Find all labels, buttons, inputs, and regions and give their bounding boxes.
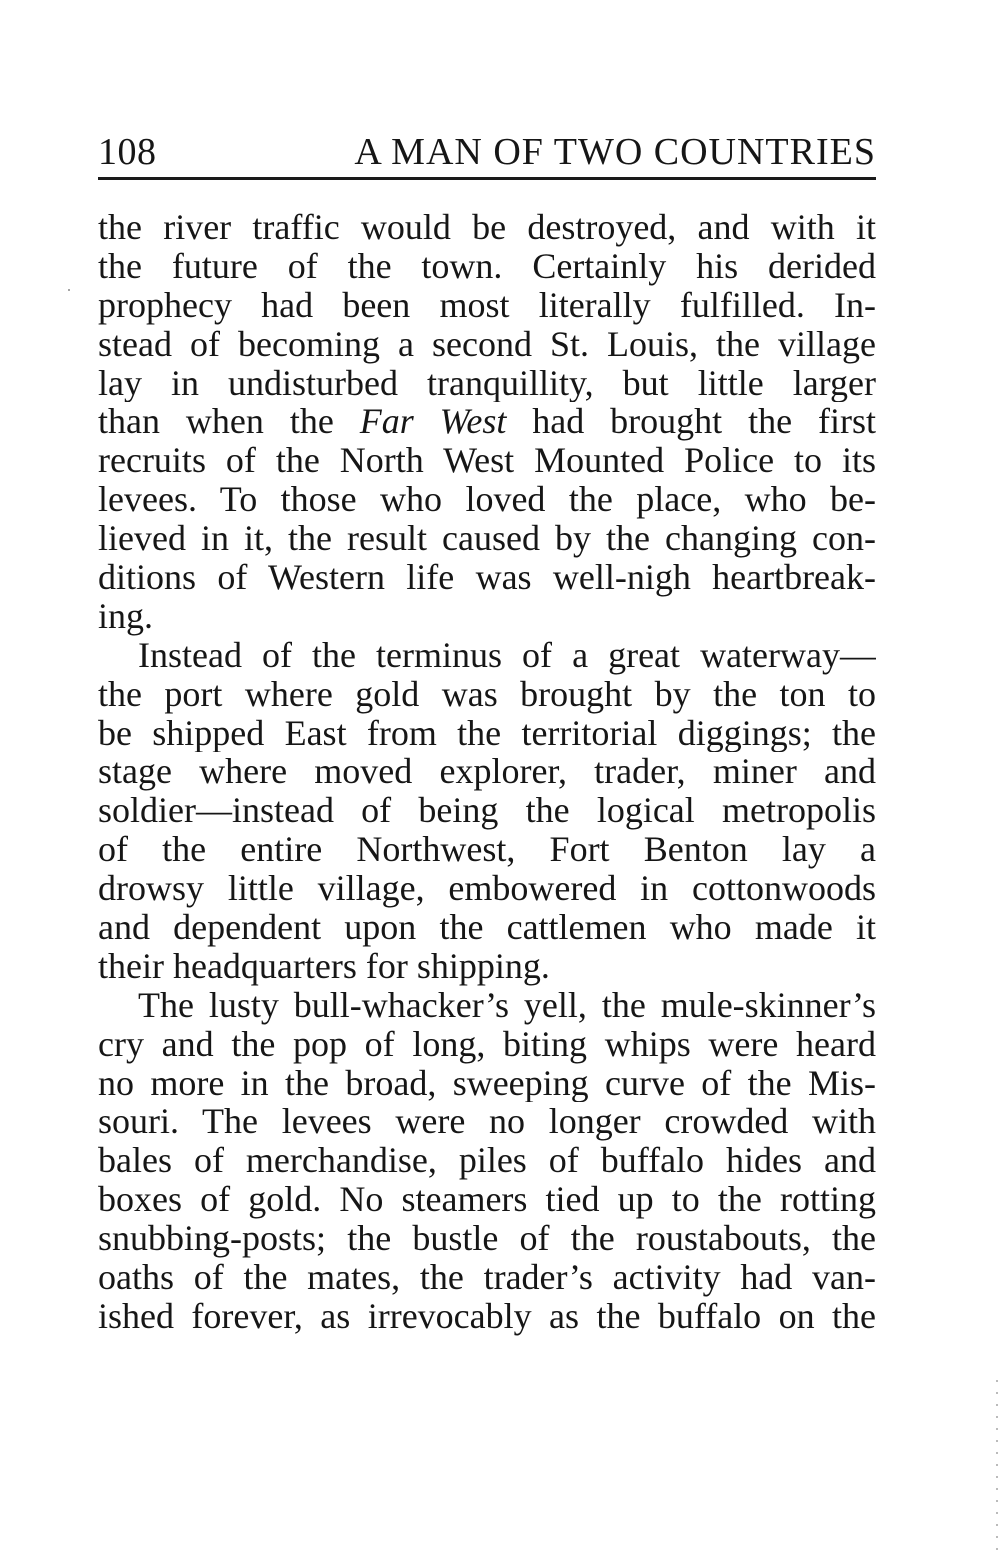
- text-line: lay in undisturbed tranquillity, but little larger: [98, 363, 876, 403]
- scan-speck: [68, 289, 70, 291]
- text-run: than when the: [98, 402, 360, 442]
- text-line: soldier—instead of being the logical metropolis: [98, 791, 876, 831]
- text-line: no more in the broad, sweeping curve of the Mis-: [98, 1063, 876, 1103]
- text-line: and dependent upon the cattlemen who made it: [98, 908, 876, 947]
- body-text: [98, 208, 876, 1336]
- running-head: [98, 128, 876, 176]
- paragraph: [98, 208, 876, 636]
- text-line: Instead of the terminus of a great waterway—: [138, 635, 876, 675]
- ship-name-italic: Far West: [359, 402, 507, 442]
- header-rule: [98, 177, 876, 180]
- text-line: recruits of the North West Mounted Police to its: [98, 441, 876, 481]
- text-line: cry and the pop of long, biting whips were heard: [98, 1024, 876, 1064]
- text-line: oaths of the mates, the trader’s activity had van-: [98, 1258, 876, 1297]
- text-line: levees. To those who loved the place, who be-: [98, 480, 876, 520]
- page-edge-marks: [996, 1380, 998, 1550]
- text-run: had brought the first: [506, 402, 876, 442]
- text-line: The lusty bull-whacker’s yell, the mule-skinner’s: [138, 985, 876, 1025]
- text-line: stead of becoming a second St. Louis, the village: [98, 324, 876, 364]
- text-line: snubbing-posts; the bustle of the roustabouts, the: [98, 1219, 876, 1259]
- book-title: A MAN OF TWO COUNTRIES: [354, 131, 876, 173]
- text-line: [98, 402, 876, 441]
- text-line: ished forever, as irrevocably as the buffalo on the: [98, 1296, 876, 1336]
- text-line: be shipped East from the territorial diggings; the: [98, 713, 876, 753]
- text-line: prophecy had been most literally fulfilled. In-: [98, 285, 876, 325]
- text-line: bales of merchandise, piles of buffalo hides and: [98, 1141, 876, 1181]
- text-line: ing.: [98, 596, 154, 636]
- text-line: the port where gold was brought by the ton to: [98, 674, 876, 714]
- paragraph: [98, 986, 876, 1336]
- text-line: the river traffic would be destroyed, and with it: [98, 208, 876, 247]
- text-line: the future of the town. Certainly his derided: [98, 246, 876, 286]
- text-line: of the entire Northwest, Fort Benton lay a: [98, 830, 876, 870]
- text-line: souri. The levees were no longer crowded with: [98, 1102, 876, 1142]
- page-number: 108: [98, 131, 157, 173]
- paragraph: [98, 636, 876, 986]
- text-line: ditions of Western life was well-nigh heartbreak-: [98, 558, 876, 597]
- text-line: stage where moved explorer, trader, miner and: [98, 752, 876, 792]
- text-line: lieved in it, the result caused by the changing con-: [98, 519, 876, 559]
- text-line: their headquarters for shipping.: [98, 946, 550, 986]
- text-line: drowsy little village, embowered in cottonwoods: [98, 869, 876, 909]
- text-line: boxes of gold. No steamers tied up to the rotting: [98, 1180, 876, 1220]
